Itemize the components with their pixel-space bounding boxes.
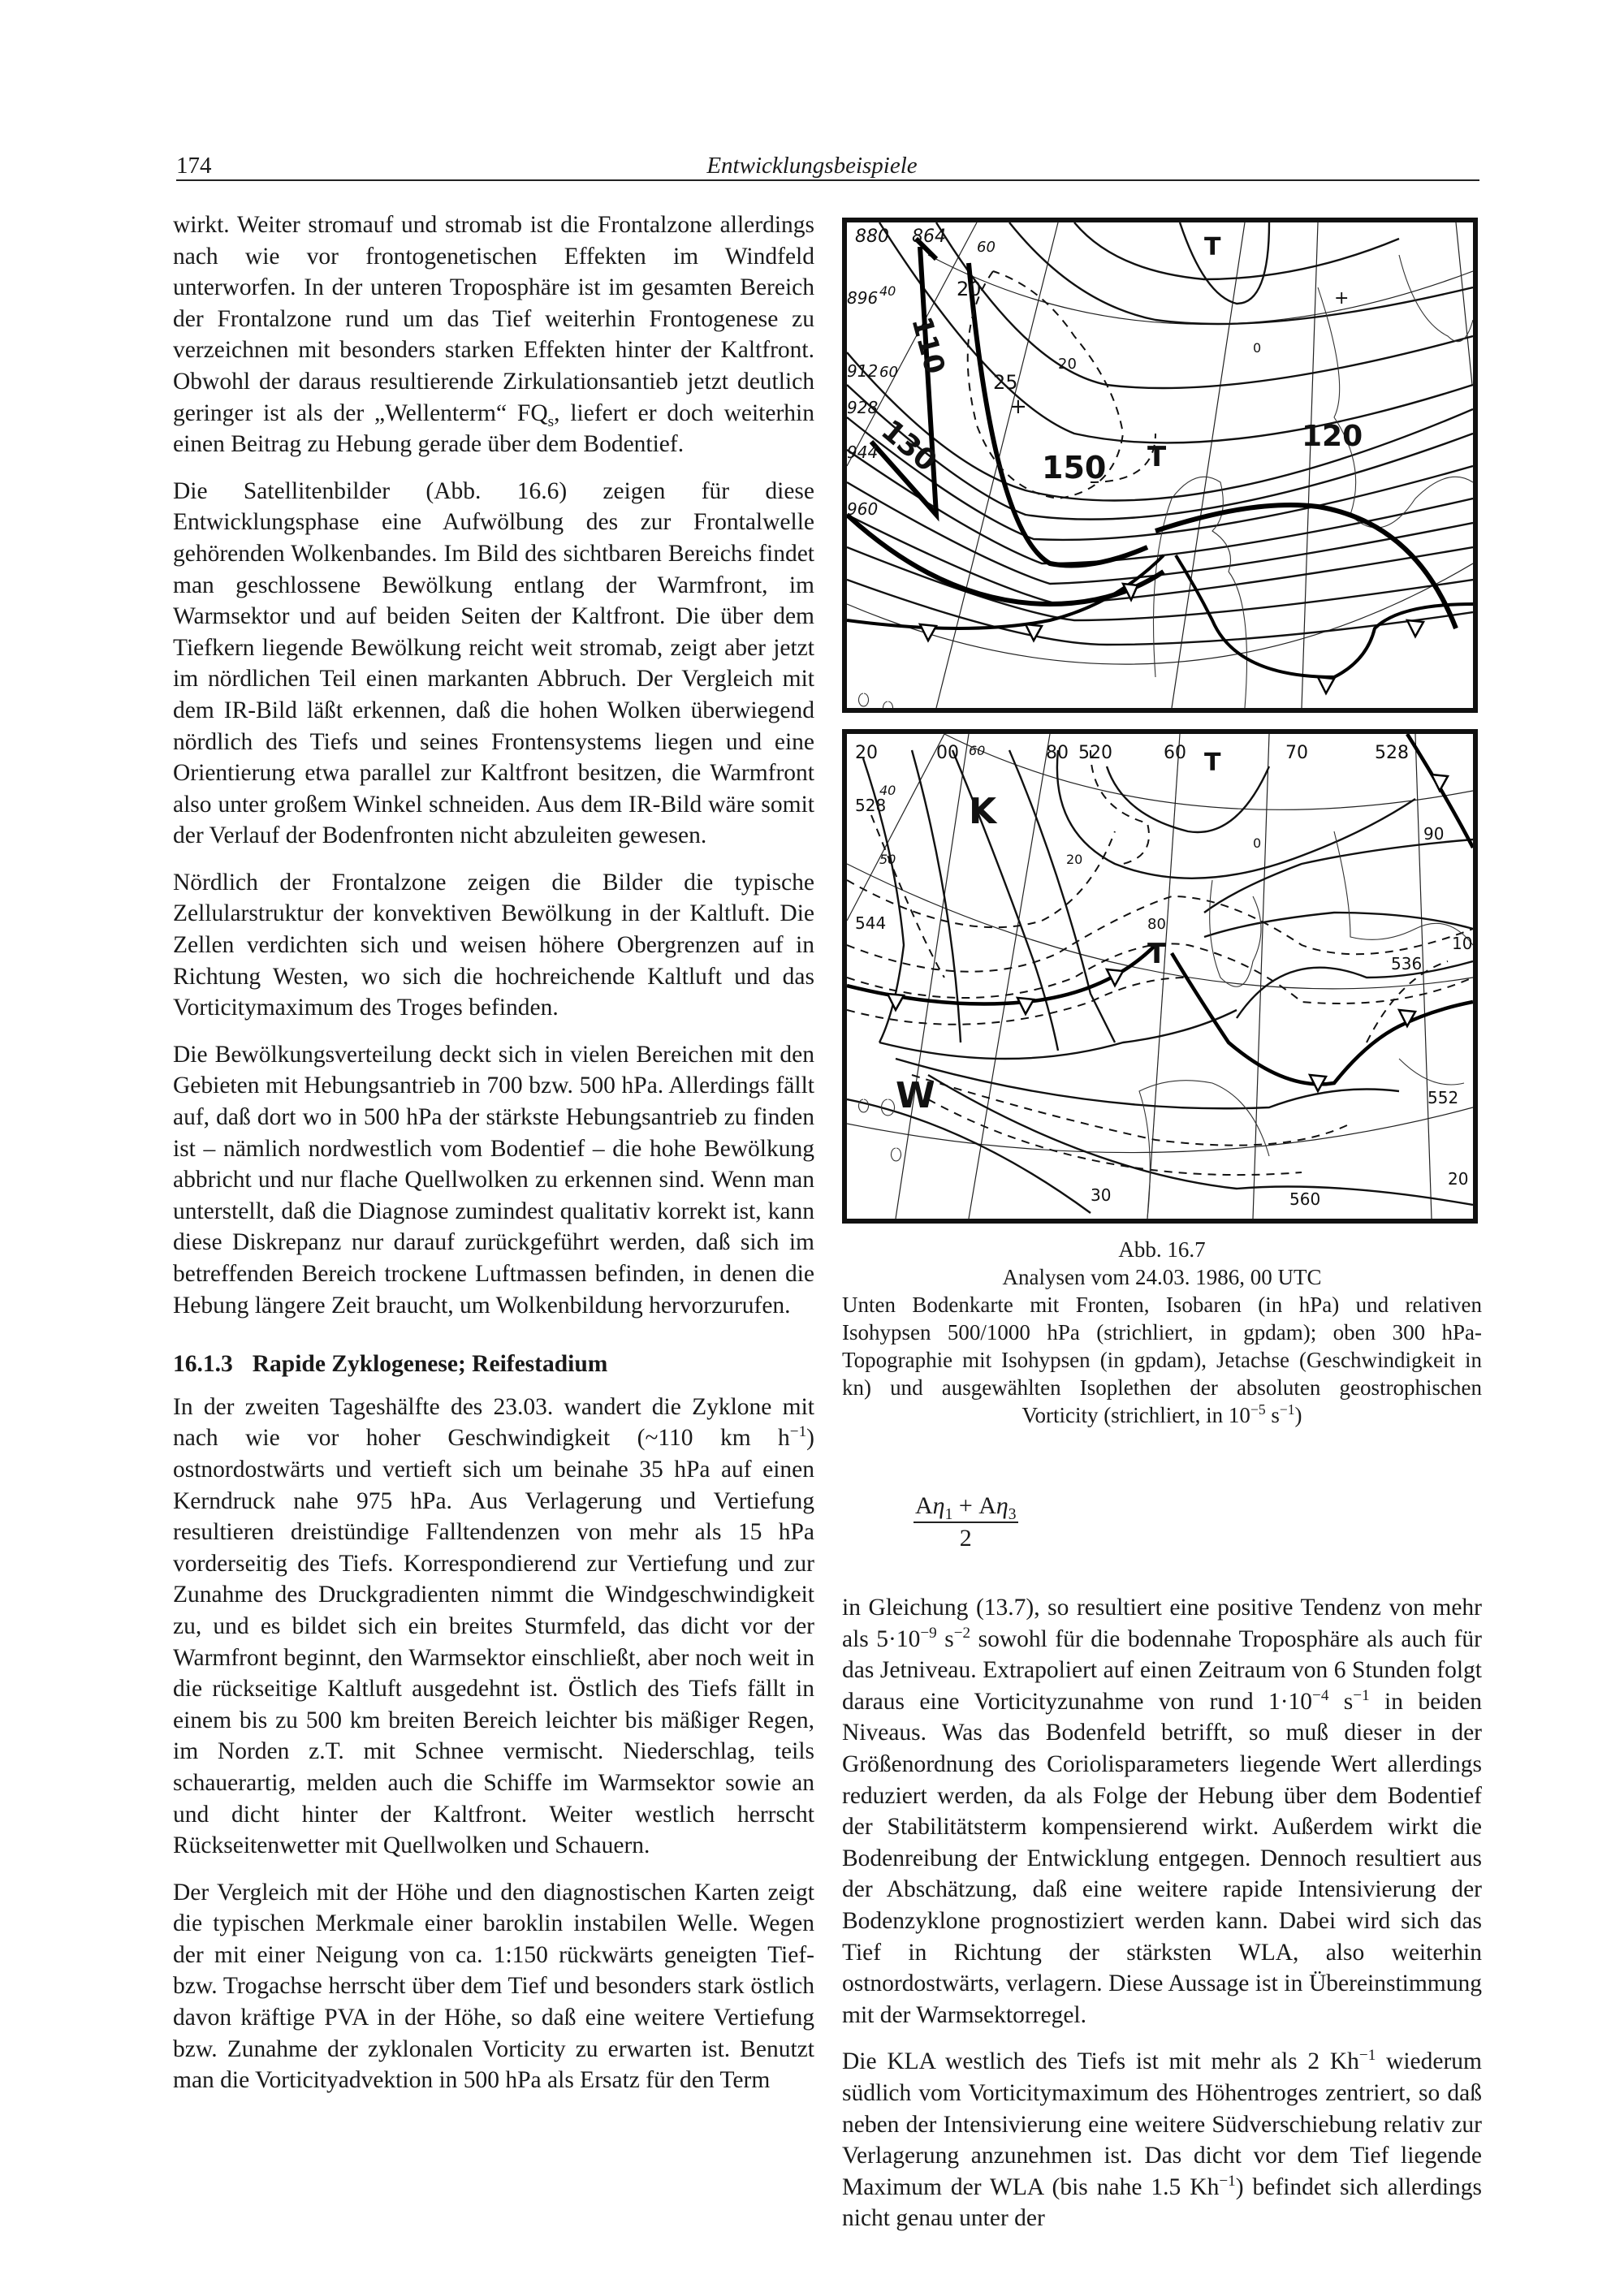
svg-text:80: 80 xyxy=(1046,743,1069,763)
paragraph-text: , liefert er doch weiterhin einen Beitrag zu Hebung gerade über dem Bodentief. xyxy=(173,399,814,458)
section-number: 16.1.3 xyxy=(173,1351,233,1378)
svg-text:110: 110 xyxy=(905,313,952,378)
svg-text:50: 50 xyxy=(879,852,896,867)
eq-subscript: 1 xyxy=(944,1506,953,1523)
figure-description xyxy=(842,1291,1482,1429)
svg-text:60: 60 xyxy=(1164,743,1186,763)
svg-text:60: 60 xyxy=(969,743,986,758)
paragraph-text: In der zweiten Tageshälfte des 23.03. wandert die Zyklone mit nach wie vor hoher Geschwindigkeit (~110 km h xyxy=(173,1393,814,1452)
svg-text:+: + xyxy=(1009,395,1027,419)
caption-text: ) xyxy=(1294,1403,1302,1427)
superscript: −5 xyxy=(1250,1401,1266,1418)
svg-text:70: 70 xyxy=(1285,743,1308,763)
superscript: −2 xyxy=(953,1624,971,1642)
paragraph-text: s xyxy=(936,1625,954,1652)
svg-text:90: 90 xyxy=(1423,824,1445,844)
low-symbol-surface: T xyxy=(1147,441,1167,473)
svg-text:0: 0 xyxy=(1253,340,1262,356)
svg-text:20: 20 xyxy=(1448,1169,1469,1189)
page-number: 174 xyxy=(176,153,212,179)
svg-text:544: 544 xyxy=(855,913,887,933)
caption-text: s xyxy=(1265,1403,1280,1427)
paragraph xyxy=(842,2046,1482,2234)
paragraph-text: sowohl für die bodennahe Troposphäre als auch für das Jetniveau. Extrapoliert auf einen Zeitraum von 6 Stunden folgt daraus eine Vorticityzunahme von rund 1·10 xyxy=(842,1625,1483,1715)
paragraph-text: wirkt. Weiter stromauf und stromab ist die Frontalzone allerdings nach wie vor frontogenetischen Effekten im Windfeld unterworfen. In der unteren Troposphäre ist im gesamten Bereich der Frontalzone rund um das Tief weiterhin Frontogenese zu verzeichnen mit besonders starken Effekten hinter der Kaltfront. Obwohl der daraus resultierende Zirkulationsantieb jetzt deutlich geringer ist als der „Wellenterm“ FQ xyxy=(173,212,814,426)
label-880: 880 xyxy=(855,227,889,247)
paragraph-text: in beiden Niveaus. Was das Bodenfeld betrifft, so muß dieser in der Größenordnung des Coriolisparameters liegende Wert allerdings reduziert werden, da als Folge der Hebung über dem Bodentief der Stabilitätsterm kompensierend wirkt. Außerdem wirkt die Bodenreibung der Entwicklung entgegen. Dennoch resultiert aus der Abschätzung, daß eine weitere rapide Intensivierung der Bodenzyklone prognostiziert werden kann. Dabei wird sich das Tief in Richtung der stärksten WLA, also weiterhin ostnordostwärts, verlagern. Diese Aussage ist in Übereinstimmung mit der Warmsektorregel. xyxy=(842,1688,1482,2028)
svg-text:912: 912 xyxy=(847,361,879,381)
equation-numerator xyxy=(914,1492,1018,1523)
svg-text:25: 25 xyxy=(993,371,1018,394)
paragraph-text: ) ostnordostwärts und vertieft sich um beinahe 35 hPa auf einen Kerndruck nahe 975 hPa. Aus Verlagerung und Vertiefung resultieren dreistündige Falltendenzen von mehr als 15 hPa vorderseitig des Tiefs. Korrespondierend zur Vertiefung und zur Zunahme des Druckgradienten nimmt die Windgeschwindigkeit zu, und es bildet sich ein breites Sturmfeld, das dicht vor der Warmfront beginnt, den Warmsektor einschließt, aber noch weit in die rückseitige Kaltluft ausgedehnt ist. Östlich des Tiefs fällt in einem bis zu 500 km breiten Bereich leichter bis mäßiger Regen, im Norden z.T. mit Schnee vermischt. Niederschlag, teils schauerartig, melden auch die Schiffe im Warmsektor sowie an und dicht hinter der Kaltfront. Weiter westlich herrscht Rückseitenwetter mit Quellwolken und Schauern. xyxy=(173,1425,814,1859)
paragraph xyxy=(173,209,814,460)
paragraph-text: ) befindet sich allerdings nicht genau unter der xyxy=(842,2173,1483,2232)
svg-text:528: 528 xyxy=(855,796,887,815)
left-column xyxy=(173,209,814,2096)
superscript: −4 xyxy=(1312,1686,1329,1704)
svg-text:552: 552 xyxy=(1427,1088,1459,1107)
svg-text:+: + xyxy=(1334,288,1350,309)
superscript: −1 xyxy=(1219,2172,1236,2190)
equation-fraction xyxy=(914,1492,1018,1552)
surface-map-drawing xyxy=(847,734,1473,1219)
paragraph: Der Vergleich mit der Höhe und den diagnostischen Karten zeigt die typischen Merkmale einer baroklin instabilen Welle. Wegen der mit einer Neigung von ca. 1:150 rückwärts geneigten Tief- bzw. Trogachse herrscht über dem Tief und besonders stark östlich davon kräftige PVA in der Höhe, so daß eine weitere Vertiefung bzw. Zunahme der zyklonalen Vorticity zu erwarten ist. Benutzt man die Vorticityadvektion in 500 hPa als Ersatz für den Term xyxy=(173,1879,814,2094)
superscript: −1 xyxy=(789,1423,807,1441)
upper-air-map-drawing xyxy=(847,222,1473,708)
eta-symbol: η xyxy=(932,1492,945,1519)
svg-text:0: 0 xyxy=(1253,835,1262,851)
svg-text:896: 896 xyxy=(847,288,879,308)
svg-text:40: 40 xyxy=(879,783,896,798)
eq-term: + A xyxy=(952,1492,996,1519)
caption-text: Unten Bodenkarte mit Fronten, Isobaren (in hPa) und relativen Isohypsen 500/1000 hPa (strichliert, in gpdam); oben 300 hPa-Topographie mit Isohypsen (in gpdam), Jetachse (Geschwindigkeit in kn) und ausgewählten Isoplethen der absoluten geostrophischen Vorticity (strichliert, in 10 xyxy=(842,1293,1482,1427)
equation-denominator: 2 xyxy=(959,1525,972,1552)
svg-text:944: 944 xyxy=(847,442,879,462)
svg-text:20: 20 xyxy=(1058,356,1077,373)
svg-text:520: 520 xyxy=(1078,743,1112,763)
svg-text:536: 536 xyxy=(1391,954,1423,973)
paragraph xyxy=(842,1592,1482,2031)
svg-text:60: 60 xyxy=(879,364,898,381)
svg-text:928: 928 xyxy=(847,398,879,417)
svg-text:10: 10 xyxy=(1452,934,1473,953)
paragraph: Nördlich der Frontalzone zeigen die Bilder die typische Zellularstruktur der konvektiven Bewölkung in der Kaltluft. Die Zellen verdichten sich und weisen höhere Obergrenzen auf in Richtung Westen, wo sich die hochreichende Kaltluft und das Vorticitymaximum des Troges befinden. xyxy=(173,869,814,1021)
svg-text:60: 60 xyxy=(977,239,996,256)
header-rule xyxy=(176,179,1479,181)
svg-text:20: 20 xyxy=(957,278,982,300)
warm-air-mass-label: W xyxy=(896,1075,935,1116)
paragraph: Die Satellitenbilder (Abb. 16.6) zeigen für diese Entwicklungsphase eine Aufwölbung des zur Frontalwelle gehörenden Wolkenbandes. Im Bild des sichtbaren Bereichs findet man geschlossene Bewölkung entlang der Warmfront, im Warmsektor und auf beiden Seiten der Kaltfront. Die über dem Tiefkern liegende Bewölkung reicht weit stromab, zeigt aber jetzt im nördlichen Teil einen markanten Abbruch. Der Vergleich mit dem IR-Bild läßt erkennen, daß die hohen Wolken überwiegend nördlich des Tiefs und seines Frontensystems liegen und eine Orientierung etwa parallel zur Kaltfront besitzen, die Warmfront also unter großem Winkel schneiden. Aus dem IR-Bild wäre somit der Verlauf der Bodenfronten nicht abzuleiten gewesen. xyxy=(173,477,814,849)
svg-text:120: 120 xyxy=(1302,420,1363,453)
section-heading xyxy=(173,1349,814,1380)
svg-text:960: 960 xyxy=(847,499,879,519)
right-column xyxy=(842,1592,1482,2234)
superscript: −1 xyxy=(1279,1401,1295,1418)
svg-text:528: 528 xyxy=(1375,743,1409,763)
figure-caption xyxy=(842,1236,1482,1429)
svg-text:30: 30 xyxy=(1091,1185,1112,1205)
low-symbol-upper: T xyxy=(1204,233,1221,261)
eta-symbol: η xyxy=(996,1492,1009,1519)
svg-text:20: 20 xyxy=(855,743,878,763)
superscript: −1 xyxy=(1358,2047,1376,2065)
upper-air-map xyxy=(842,218,1478,713)
surface-map xyxy=(842,729,1478,1224)
figure-label: Abb. 16.7 xyxy=(1118,1237,1206,1262)
low-symbol-upper: T xyxy=(1204,749,1221,777)
svg-text:20: 20 xyxy=(1066,852,1083,867)
eq-subscript: 3 xyxy=(1008,1506,1017,1523)
cold-air-mass-label: K xyxy=(969,791,997,832)
low-symbol-surface: T xyxy=(1147,938,1167,970)
subscript: s xyxy=(547,412,555,430)
svg-text:130: 130 xyxy=(875,413,944,479)
paragraph: Die Bewölkungsverteilung deckt sich in vielen Bereichen mit den Gebieten mit Hebungsantrieb in 700 bzw. 500 hPa. Allerdings fällt auf, daß dort wo in 500 hPa der stärkste Hebungsantrieb zu finden ist – nämlich nordwestlich vom Bodentief – die hohe Bewölkung abbricht und nur flache Quellwolken zu erkennen sind. Wenn man unterstellt, daß die Diagnose zumindest qualitativ korrekt ist, kann diese Diskrepanz nur darauf zurückgeführt werden, daß sich im betreffenden Bereich trockene Luftmassen befinden, in denen die Hebung längere Zeit braucht, um Wolkenbildung hervorzurufen. xyxy=(173,1041,814,1319)
paragraph-text: Die KLA westlich des Tiefs ist mit mehr als 2 Kh xyxy=(842,2048,1359,2075)
svg-text:864: 864 xyxy=(912,227,946,247)
svg-text:40: 40 xyxy=(879,283,896,299)
superscript: −9 xyxy=(920,1624,937,1642)
eq-term: A xyxy=(915,1492,933,1519)
svg-text:150: 150 xyxy=(1042,450,1107,486)
superscript: −1 xyxy=(1353,1686,1370,1704)
paragraph xyxy=(173,1392,814,1862)
running-title: Entwicklungsbeispiele xyxy=(706,153,918,179)
section-title: Rapide Zyklogenese; Reifestadium xyxy=(252,1351,608,1378)
paragraph-text: wiederum südlich vom Vorticitymaximum des Höhentroges zentriert, so daß neben der Intensivierung eine weitere Südverschiebung relativ zur Verlagerung anzunehmen ist. Das dicht vor dem Tief liegende Maximum der WLA (bis nahe 1.5 Kh xyxy=(842,2048,1482,2200)
figure-subtitle: Analysen vom 24.03. 1986, 00 UTC xyxy=(1002,1265,1322,1289)
svg-text:560: 560 xyxy=(1289,1189,1321,1209)
svg-text:00: 00 xyxy=(936,743,959,763)
paragraph-text: in Gleichung (13.7), so resultiert eine positive Tendenz von mehr als 5·10 xyxy=(842,1595,1482,1652)
paragraph-text: s xyxy=(1328,1688,1354,1715)
svg-text:80: 80 xyxy=(1147,916,1166,933)
